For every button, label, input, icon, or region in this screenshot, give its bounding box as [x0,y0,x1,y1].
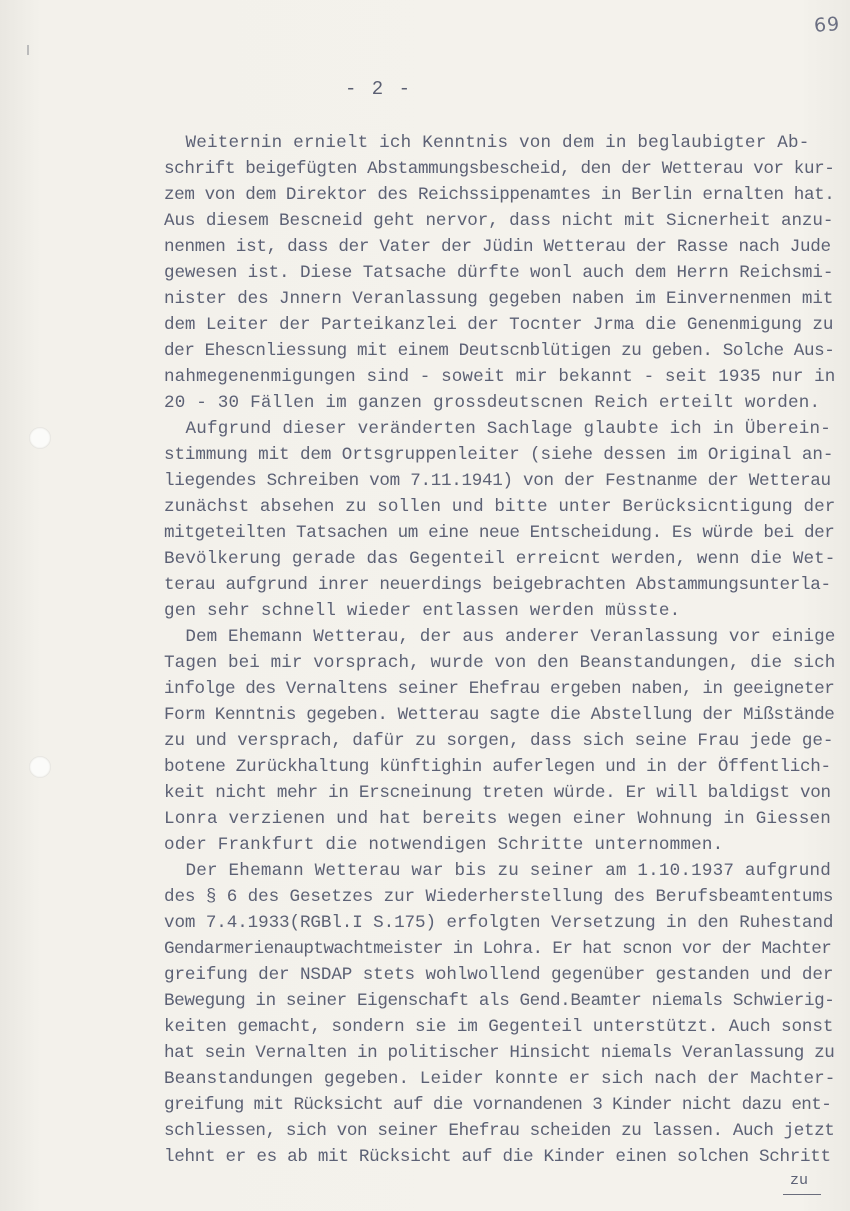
text-line: zem von dem Direktor des Reichssippenamtes in Berlin ernalten hat. [164,185,835,205]
text-line: liegendes Schreiben vom 7.11.1941) von der Festnanme der Wetterau [164,471,831,491]
margin-mark [27,45,33,55]
text-line: botene Zurückhaltung künftighin auferlegen und in der Öffentlich- [164,757,831,777]
text-line: nahmegenenmigungen sind - soweit mir bekannt - seit 1935 nur in [164,367,836,387]
text-line: 20 - 30 Fällen im ganzen grossdeutscnen Reich erteilt worden. [164,393,821,413]
text-line: hat sein Vernalten in politischer Hinsicht niemals Veranlassung zu [164,1043,835,1063]
text-line: Lonra verzienen und hat bereits wegen einer Wohnung in Giessen [164,809,831,829]
text-line: dem Leiter der Parteikanzlei der Tocnter Jrma die Genenmigung zu [164,315,834,335]
folio-number: 69 [813,13,841,37]
text-line: schrift beigefügten Abstammungsbescheid, den der Wetterau vor kur- [164,159,835,179]
text-line: Der Ehemann Wetterau war bis zu seiner am 1.10.1937 aufgrund [164,861,831,881]
text-line: des § 6 des Gesetzes zur Wiederherstellung des Berufsbeamtentums [164,887,834,907]
text-line: greifung mit Rücksicht auf die vornandenen 3 Kinder nicht dazu ent- [164,1095,832,1115]
text-line: Bewegung in seiner Eigenschaft als Gend.Beamter niemals Schwierig- [164,991,835,1011]
text-line: Gendarmerienauptwachtmeister in Lohra. Er hat scnon vor der Machter [164,939,832,959]
text-line: mitgeteilten Tatsachen um eine neue Entscheidung. Es würde bei der [164,523,835,543]
text-line: stimmung mit dem Ortsgruppenleiter (siehe dessen im Original an- [164,445,834,465]
text-line: greifung der NSDAP stets wohlwollend gegenüber gestanden und der [164,965,834,985]
text-line: Form Kenntnis gegeben. Wetterau sagte die Abstellung der Mißstände [164,705,835,725]
text-line: Beanstandungen gegeben. Leider konnte er sich nach der Machter- [164,1069,836,1089]
text-line: zu und versprach, dafür zu sorgen, dass sich seine Frau jede ge- [164,731,834,751]
text-line: vom 7.4.1933(RGBl.I S.175) erfolgten Versetzung in den Ruhestand [164,913,834,933]
punch-hole-lower [29,756,51,778]
text-line: Dem Ehemann Wetterau, der aus anderer Veranlassung vor einige [164,627,836,647]
text-line: Tagen bei mir vorsprach, wurde von den Beanstandungen, die sich [164,653,836,673]
page-number: - 2 - [345,78,413,100]
text-line: Aufgrund dieser veränderten Sachlage glaubte ich in Überein- [164,419,831,439]
catchword: zu [790,1172,809,1189]
text-line: Weiternin ernielt ich Kenntnis von dem in beglaubigter Ab- [164,133,810,153]
text-line: Bevölkerung gerade das Gegenteil erreicnt werden, wenn die Wet- [164,549,836,569]
text-line: terau aufgrund inrer neuerdings beigebrachten Abstammungsunterla- [164,575,831,595]
text-line: keiten gemacht, sondern sie im Gegenteil unterstützt. Auch sonst [164,1017,834,1037]
text-line: zunächst absehen zu sollen und bitte unter Berücksicntigung der [164,497,836,517]
text-line: keit nicht mehr in Erscneinung treten würde. Er will baldigst von [164,783,831,803]
text-line: Aus diesem Bescneid geht nervor, dass nicht mit Sicnerheit anzu- [164,211,834,231]
text-line: lehnt er es ab mit Rücksicht auf die Kinder einen solchen Schritt [164,1147,831,1167]
text-line: gen sehr schnell wieder entlassen werden müsste. [164,601,681,621]
text-line: gewesen ist. Diese Tatsache dürfte wonl auch dem Herrn Reichsmi- [164,263,834,283]
punch-hole-upper [29,427,51,449]
text-line: infolge des Vernaltens seiner Ehefrau ergeben naben, in geeigneter [164,679,835,699]
text-line: nenmen ist, dass der Vater der Jüdin Wetterau der Rasse nach Jude [164,237,831,257]
catchword-underline [783,1194,821,1195]
text-line: nister des Jnnern Veranlassung gegeben naben im Einvernenmen mit [164,289,834,309]
text-line: oder Frankfurt die notwendigen Schritte unternommen. [164,835,724,855]
text-line: der Ehescnliessung mit einem Deutscnblütigen zu geben. Solche Aus- [164,341,835,361]
text-line: schliessen, sich von seiner Ehefrau scheiden zu lassen. Auch jetzt [164,1121,835,1141]
